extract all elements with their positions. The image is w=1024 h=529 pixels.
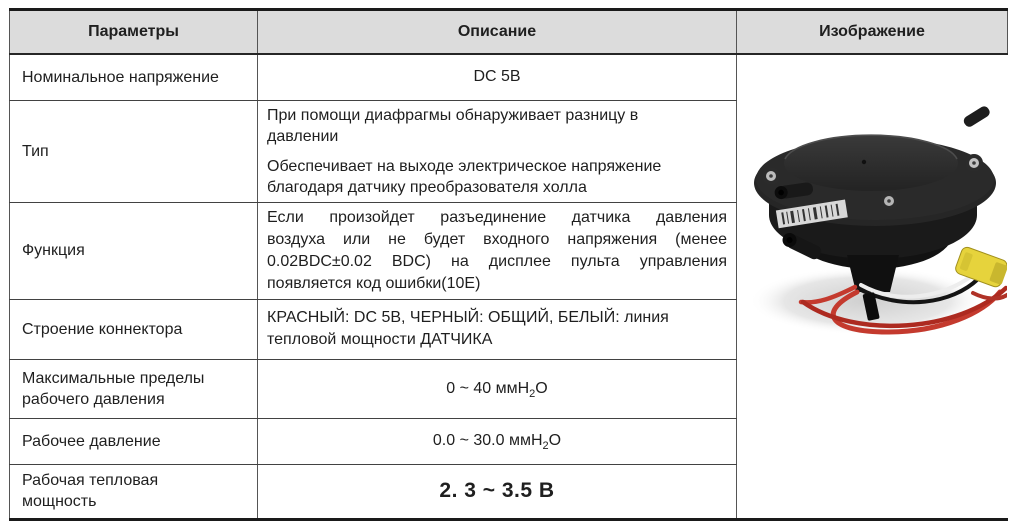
text-line: воздуха или не будет входного напряжения (менее (267, 230, 727, 248)
param-working-pressure: Рабочее давление (10, 418, 258, 464)
value-text: O (535, 379, 548, 397)
image-cell (737, 54, 1008, 519)
spec-sheet (9, 8, 1024, 521)
value-text: 0.0 ~ 30.0 ммH (432, 432, 543, 449)
text-line: давлении (267, 127, 339, 145)
value-thermal-power (258, 464, 737, 519)
text-line: КРАСНЫЙ: DC 5В, ЧЕРНЫЙ: ОБЩИЙ, БЕЛЫЙ: линия (267, 309, 669, 326)
desc-type (258, 100, 737, 202)
value-max-pressure (258, 359, 737, 418)
text-line: благодаря датчику преобразователя холла (267, 178, 587, 196)
param-thermal-power: Рабочая тепловая мощность (10, 464, 258, 519)
param-nominal-voltage: Номинальное напряжение (10, 54, 258, 100)
type-paragraph-1 (267, 105, 727, 147)
text-line: Обеспечивает на выходе электрическое напряжение (267, 157, 662, 175)
text-line: 0.02BDC±0.02 BDC) на дисплее пульта управления (267, 252, 727, 270)
header-description: Описание (258, 10, 737, 55)
param-type: Тип (10, 100, 258, 202)
air-pressure-sensor-photo (737, 55, 1007, 510)
header-row (10, 10, 1008, 55)
value-text: 0 ~ 40 ммH (446, 379, 530, 397)
value-working-pressure (258, 418, 737, 464)
spec-table (9, 8, 1008, 521)
text-line: тепловой мощности ДАТЧИКА (267, 331, 493, 348)
text-line: Если произойдет разъединение датчика давления (267, 208, 727, 226)
type-paragraph-2 (267, 156, 727, 198)
header-parameters: Параметры (10, 10, 258, 55)
table-row-nominal-voltage (10, 54, 1008, 100)
text-line: появляется код ошибки(10E) (267, 274, 481, 292)
value-text: 2. 3 ~ 3.5 В (439, 479, 555, 502)
header-image: Изображение (737, 10, 1008, 55)
value-subscript: 2 (542, 440, 549, 453)
value-subscript: 2 (529, 387, 536, 400)
param-function: Функция (10, 202, 258, 299)
param-connector: Строение коннектора (10, 299, 258, 359)
value-nominal-voltage: DC 5В (258, 54, 737, 100)
desc-connector (258, 299, 737, 359)
value-text: O (548, 432, 562, 449)
text-line: При помощи диафрагмы обнаруживает разницу в (267, 106, 639, 124)
desc-function (258, 202, 737, 299)
param-max-pressure: Максимальные пределы рабочего давления (10, 359, 258, 418)
